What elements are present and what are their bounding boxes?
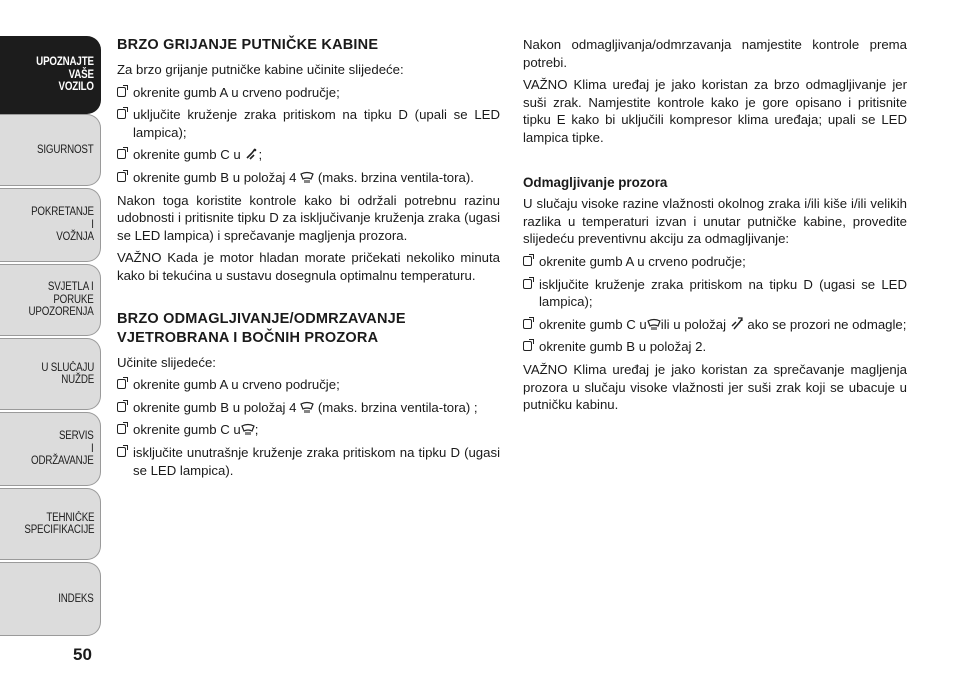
list-item-text: ako se prozori ne odmagle; (747, 316, 907, 332)
checkbox-bullet-icon (117, 172, 126, 182)
checkbox-bullet-icon (523, 341, 532, 351)
tab-label: SERVIS I ODRŽAVANJE (31, 430, 94, 468)
list-item-text: okrenite gumb B u položaj 4 (133, 169, 297, 185)
tab-upoznajte-vase-vozilo[interactable] (0, 36, 101, 114)
intro-text: Učinite slijedeće: (117, 354, 216, 370)
right-column (523, 36, 907, 419)
steps-list (117, 376, 500, 479)
list-item-text: isključite unutrašnje kruženje zraka pritiskom na tipku D (ugasi se LED lampica). (133, 444, 500, 478)
list-item (117, 399, 500, 417)
checkbox-bullet-icon (523, 279, 532, 289)
paragraph: Nakon odmagljivanja/odmrzavanja namjestite kontrole prema potrebi. (523, 37, 907, 70)
steps-list (523, 253, 907, 356)
checkbox-bullet-icon (117, 87, 126, 97)
list-item-text: okrenite gumb C u (133, 147, 241, 163)
tab-label: UPOZNAJTE VAŠE VOZILO (36, 56, 94, 94)
list-item-text: isključite kruženje zraka pritiskom na tipku D (ugasi se LED lampica); (539, 276, 907, 310)
list-item-text: uključite kruženje zraka pritiskom na tipku D (upali se LED lampica); (133, 107, 500, 140)
checkbox-bullet-icon (117, 424, 126, 434)
list-item (117, 421, 500, 439)
tab-label: SIGURNOST (37, 143, 94, 156)
section-title-window-defog: Odmagljivanje prozora (523, 174, 668, 190)
list-item-text: ili u položaj (660, 316, 727, 332)
paragraph: Nakon toga koristite kontrole kako bi održali potrebnu razinu udobnosti i pritisnite tipku D za isključivanje kruženja zraka (ugasi se LED lampica) i sprečavanje magljenja prozora. (117, 192, 500, 243)
tab-label: SVJETLA I PORUKE UPOZORENJA (28, 281, 94, 319)
tab-pokretanje-i-voznja[interactable] (0, 188, 101, 262)
intro-text: Za brzo grijanje putničke kabine učinite slijedeće: (117, 62, 404, 77)
list-item-text: okrenite gumb B u položaj 4 (133, 399, 297, 415)
tab-u-slucaju-nuzde[interactable] (0, 338, 101, 410)
section-title-quick-defog: BRZO ODMAGLJIVANJE/ODMRZAVANJE VJETROBRANA I BOČNIH PROZORA (117, 310, 406, 346)
paragraph-note: VAŽNO Kada je motor hladan morate pričekati nekoliko minuta kako bi tekućina u sustavu dosegnula optimalnu temperaturu. (117, 250, 500, 283)
list-item-text: ; (254, 422, 259, 438)
steps-list (117, 84, 500, 187)
list-item (523, 316, 907, 334)
left-column (117, 36, 500, 484)
list-item (117, 169, 500, 187)
list-item (523, 338, 907, 356)
checkbox-bullet-icon (523, 256, 532, 266)
feet-airflow-icon (244, 147, 258, 161)
list-item-text: (maks. brzina ventila-tora). (317, 169, 474, 185)
tab-label: U SLUČAJU NUŽDE (41, 361, 94, 386)
windshield-defrost-icon (241, 422, 255, 436)
list-item-text: (maks. brzina ventila-tora) ; (317, 399, 478, 415)
paragraph-note: VAŽNO Klima uređaj je jako koristan za brzo odmagljivanje jer suši zrak. Namjestite kontrole kako je gore opisano i pritisnite tipku E kako bi uključili kompresor klima uređaja; upali se LED lampica tipke. (523, 77, 907, 145)
list-item-text: okrenite gumb B u položaj 2. (539, 339, 707, 355)
tab-servis-i-odrzavanje[interactable] (0, 412, 101, 486)
checkbox-bullet-icon (117, 447, 126, 457)
tab-label: POKRETANJE I VOŽNJA (31, 206, 94, 244)
tab-label: INDEKS (58, 592, 94, 605)
windshield-defrost-icon (300, 400, 314, 414)
section-title-quick-heating: BRZO GRIJANJE PUTNIČKE KABINE (117, 37, 379, 53)
checkbox-bullet-icon (117, 379, 126, 389)
checkbox-bullet-icon (117, 149, 126, 159)
checkbox-bullet-icon (117, 402, 126, 412)
tab-sigurnost[interactable] (0, 114, 101, 186)
list-item-text: okrenite gumb C u (133, 422, 241, 438)
paragraph-note: VAŽNO Klima uređaj je jako koristan za sprečavanje magljenja prozora u slučaju visoke vlažnosti jer suši zrak koji se ubacuje u putničku kabinu. (523, 361, 907, 413)
tab-tehnicke-specifikacije[interactable] (0, 488, 101, 560)
list-item-text: okrenite gumb A u crveno područje; (133, 84, 340, 100)
list-item (117, 106, 500, 141)
windshield-defrost-icon (647, 317, 661, 331)
checkbox-bullet-icon (117, 109, 126, 119)
list-item-text: okrenite gumb C u (539, 316, 647, 332)
list-item (523, 253, 907, 271)
list-item (117, 376, 500, 394)
checkbox-bullet-icon (523, 319, 532, 329)
list-item (117, 84, 500, 102)
windshield-defrost-icon (300, 170, 314, 184)
list-item-text: ; (258, 147, 263, 163)
tab-label: TEHNIČKE SPECIFIKACIJE (23, 511, 94, 536)
list-item-text: okrenite gumb A u crveno područje; (133, 377, 340, 393)
list-item (523, 276, 907, 311)
windshield-feet-airflow-icon (730, 317, 744, 331)
intro-text: U slučaju visoke razine vlažnosti okolnog zraka i/ili kiše i/ili velikih razlika u temperaturi izvan i unutar putničke kabine, provedite slijedeću preventivnu akciju za odmagljivanje: (523, 196, 907, 247)
tab-svjetla-i-poruke[interactable] (0, 264, 101, 336)
list-item-text: okrenite gumb A u crveno područje; (539, 253, 746, 269)
tab-indeks[interactable] (0, 562, 101, 636)
list-item (117, 444, 500, 479)
list-item (117, 146, 500, 164)
page-number: 50 (73, 645, 92, 664)
